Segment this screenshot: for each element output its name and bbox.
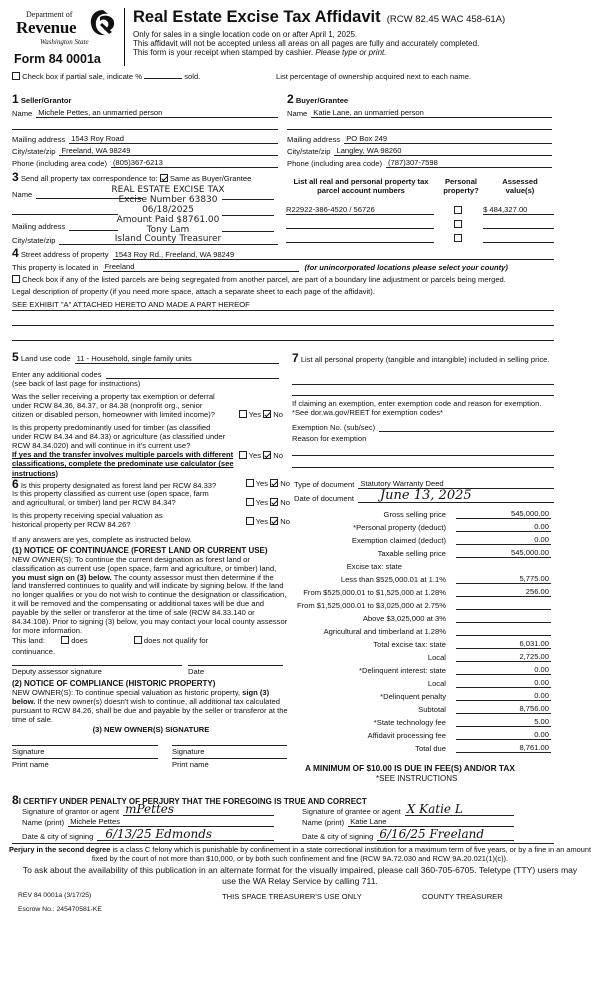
exemption-deduct-field[interactable]: 0.00 xyxy=(456,535,551,545)
notice-continuance-text: NEW OWNER(S): To continue the current designation as forest land or classification as current use (open space, farm and agriculture, or timber) land, you must sign on (3) below. The county assessor must then determine if the land transferred continues to qualify and will indicate by signing below. If the land no longer qualifies or you do not wish to continue the designation or classification, it will be removed and the compensating or additional taxes will be due and payable by the seller or transferor at the time of sale (RCW 84.33.140 or 84.34.108). Prior to signing (3) below, you may contact your local county assessor for more information. xyxy=(12,554,288,636)
calc-row-tier2: From $525,000.01 to $1,525,000 at 1.28% 256.00 xyxy=(303,586,549,597)
delinquent-penalty-field[interactable]: 0.00 xyxy=(456,691,551,701)
document-date-field[interactable]: June 13, 2025 xyxy=(358,489,554,503)
q2-no-checkbox[interactable] xyxy=(263,451,271,459)
calc-row-tier1: Less than $525,000.01 at 1.1% 5,775.00 xyxy=(340,573,549,584)
delinquent-interest-state-field[interactable]: 0.00 xyxy=(456,665,551,675)
assessed-value-field[interactable]: $ 484,327.00 xyxy=(483,205,554,215)
forest-question: Is this property designated as forest land per RCW 84.33? xyxy=(20,481,217,490)
header-divider xyxy=(124,8,125,66)
exemption-reason-field-2[interactable] xyxy=(292,456,554,468)
forest-yes-checkbox[interactable] xyxy=(246,479,254,487)
form-title: Real Estate Excise Tax Affidavit xyxy=(133,8,381,26)
grantor-signature-field[interactable]: mPettes xyxy=(123,803,274,816)
grantee-date-city-field[interactable]: 6/16/25 Freeland xyxy=(377,828,514,841)
q1-yes-checkbox[interactable] xyxy=(239,410,247,418)
land-use-section: 5 Land use code 11 - Household, single family units Enter any additional codes (see back of last page for instructions) Was the seller receiving a property tax exemption or deferral under RCW 84.36, 84.37, or 84.38 (nonprofit org., senior citizen or disabled person, homeowner with limited income)? Yes No Is this property predominantly used for timber (as classified under RCW 84.34 and 84.33) or agriculture (as classified under RCW 84.34.020) and will continue in it's current use? If yes and the transfer involves multiple parcels with different classifications, complete the predominate use calculator (see instructions) Yes No xyxy=(12,351,287,464)
seller-name-field-2[interactable] xyxy=(12,129,278,130)
calc-row-penalty: *Delinquent penalty 0.00 xyxy=(380,690,549,701)
rcw-reference: (RCW 82.45 WAC 458-61A) xyxy=(386,14,506,25)
buyer-name-field-2[interactable] xyxy=(287,129,552,130)
seller-name-field[interactable]: Michele Pettes, an unmarried person xyxy=(36,108,278,118)
current-use-yes-checkbox[interactable] xyxy=(246,498,254,506)
calc-row-agricultural: Agricultural and timberland at 1.28% xyxy=(246,623,556,636)
personal-property-checkbox[interactable] xyxy=(454,220,462,228)
calc-row-tech-fee: *State technology fee 5.00 xyxy=(373,716,549,727)
buyer-name-field[interactable]: Katie Lane, an unmarried person xyxy=(311,108,552,118)
correspondence-name-field-2[interactable] xyxy=(12,214,118,215)
seller-city-field[interactable]: Freeland, WA 98249 xyxy=(59,146,278,156)
revenue-swirl-icon xyxy=(88,8,118,38)
parcel-number-field[interactable]: R22922-386-4520 / 56726 xyxy=(286,205,434,215)
personal-property-checkbox[interactable] xyxy=(454,234,462,242)
calc-row-delinquent-state: *Delinquent interest: state 0.00 xyxy=(359,664,549,675)
gross-selling-price-field[interactable]: 545,000.00 xyxy=(456,509,551,519)
owner-signature-field-2[interactable]: Signature xyxy=(172,745,287,758)
processing-fee-field[interactable]: 0.00 xyxy=(456,730,551,740)
accessibility-notice: To ask about the availability of this publication in an alternate format for the visually impaired, please call 360-705-6705. Teletype (TTY) users may use the WA Relay Service by calling 711. xyxy=(22,865,578,886)
q2-yes-checkbox[interactable] xyxy=(239,451,247,459)
document-info: Type of document Statutory Warranty Deed Date of document June 13, 2025 xyxy=(294,477,554,503)
grantee-signature-block: Signature of grantee or agent X Katie L Name (print) Katie Lane Date & city of signing 6/16/25 Freeland xyxy=(302,804,514,841)
calc-row-excise-header: Excise tax: state xyxy=(346,561,402,571)
calc-row-processing-fee: Affidavit processing fee 0.00 xyxy=(367,729,549,740)
buyer-mailing-field[interactable]: PO Box 249 xyxy=(344,134,552,144)
assessor-signature-field[interactable]: Deputy assessor signature xyxy=(12,665,182,676)
local-tax-field[interactable]: 2,725.00 xyxy=(456,652,551,662)
subtotal-field[interactable]: 8,756.00 xyxy=(456,704,551,714)
parcel-col-header: List all real and personal property tax parcel account numbers xyxy=(293,177,429,196)
legal-description-field-3[interactable] xyxy=(12,326,554,341)
property-street-field[interactable]: 1543 Roy Rd., Freeland, WA 98249 xyxy=(113,250,554,260)
calc-row-tier4: Above $3,025,000 at 3% xyxy=(246,610,556,623)
grantor-print-name-field[interactable]: Michele Pettes xyxy=(68,817,274,827)
forest-no-checkbox[interactable] xyxy=(270,479,278,487)
personal-property-field[interactable] xyxy=(292,373,554,385)
certify-title: 8I CERTIFY UNDER PENALTY OF PERJURY THAT THE FOREGOING IS TRUE AND CORRECT xyxy=(12,793,367,807)
dept-line3: Washington State xyxy=(40,38,89,46)
owner-signature-field-1[interactable]: Signature xyxy=(12,745,158,758)
treasurer-space-label: THIS SPACE TREASURER'S USE ONLY xyxy=(222,892,362,901)
total-state-tax-field[interactable]: 6,031.00 xyxy=(456,639,551,649)
parcel-row xyxy=(286,229,554,243)
escrow-number: Escrow No.: 245470581-KE xyxy=(18,906,102,913)
calc-row-total-state: Total excise tax: state 6,031.00 xyxy=(373,638,549,649)
header-line1: Only for sales in a single location code on or after April 1, 2025. xyxy=(133,30,358,39)
assessed-value-field[interactable] xyxy=(483,235,554,243)
exemption-number-field[interactable] xyxy=(379,431,554,432)
parcel-row xyxy=(286,199,554,215)
legal-description-field[interactable]: SEE EXHIBIT "A" ATTACHED HERETO AND MADE A PART HEREOF xyxy=(12,298,554,311)
calc-row-exemption: Exemption claimed (deduct) 0.00 xyxy=(351,534,549,545)
tier1-tax-field[interactable]: 5,775.00 xyxy=(456,574,551,584)
grantee-signature-field[interactable]: X Katie L xyxy=(405,803,514,816)
calc-row-personal: *Personal property (deduct) 0.00 xyxy=(353,521,549,532)
agricultural-tax-field[interactable] xyxy=(456,635,551,636)
legal-description-field-2[interactable] xyxy=(12,311,554,326)
grantor-date-city-field[interactable]: 6/13/25 Edmonds xyxy=(97,828,274,841)
current-use-no-checkbox[interactable] xyxy=(270,498,278,506)
buyer-section: 2 Buyer/Grantee Name Katie Lane, an unmarried person Mailing address PO Box 249 City/state/zip Langley, WA 98260 Phone (including area code) (787)307-7598 xyxy=(287,92,552,168)
personal-property-field-2[interactable] xyxy=(292,385,554,396)
location-note: (for unincorporated locations please select your county) xyxy=(304,262,508,272)
parcel-table xyxy=(286,177,554,243)
current-use-question: Is this property classified as current use (open space, farm and agricultural, or timber) land per RCW 84.34? xyxy=(12,489,209,508)
certify-divider xyxy=(12,843,554,844)
header-line3: This form is your receipt when stamped by cashier. Please type or print. xyxy=(133,48,387,57)
exemption-question: Was the seller receiving a property tax exemption or deferral under RCW 84.36, 84.37, or 84.38 (nonprofit org., senior citizen or disabled person, homeowner with limited income)? xyxy=(12,392,216,420)
perjury-notice: Perjury in the second degree is a class C felony which is punishable by confinement in a state correctional institution for a maximum term of five years, or by a fine in an amount fixed by the court of not more than $10,000, or by both such confinement and fine (RCW 9A.72.030 and RCW 9A.20.021(1)(c)). xyxy=(8,845,592,864)
partial-sale-percent-field[interactable] xyxy=(144,71,182,79)
taxable-selling-price-field[interactable]: 545,000.00 xyxy=(456,548,551,558)
county-treasurer-label: COUNTY TREASURER xyxy=(422,892,503,901)
header-line2: This affidavit will not be accepted unless all areas on all pages are fully and accurately completed. xyxy=(133,39,480,48)
tier2-tax-field[interactable]: 256.00 xyxy=(456,587,551,597)
calc-row-local: Local 2,725.00 xyxy=(427,651,549,662)
owner-print-name-1[interactable]: Print name xyxy=(12,758,158,770)
personal-col-header: Personal property? xyxy=(443,177,479,196)
personal-property-section: 7 List all personal property (tangible and intangible) included in selling price. If claiming an exemption, enter exemption code and reason for exemption. *See dor.wa.gov/REET for exemption codes* Exemption No. (sub/sec) Reason for exemption xyxy=(292,351,554,468)
tier3-tax-field[interactable] xyxy=(456,609,551,610)
dor-logo xyxy=(14,8,124,54)
document-type-field[interactable]: Statutory Warranty Deed xyxy=(358,479,554,489)
notice-compliance-title: (2) NOTICE OF COMPLIANCE (HISTORIC PROPERTY) xyxy=(12,679,216,689)
notice-continuance-title: (1) NOTICE OF CONTINUANCE (FOREST LAND OR CURRENT USE) xyxy=(12,546,268,555)
parcel-number-field[interactable] xyxy=(286,221,434,229)
land-does-checkbox[interactable] xyxy=(61,636,69,644)
seller-phone-field[interactable]: (805)367-6213 xyxy=(111,158,278,168)
calc-row-taxable: Taxable selling price 545,000.00 xyxy=(377,547,549,558)
assessed-value-field[interactable] xyxy=(483,221,554,229)
land-use-code-field[interactable]: 11 - Household, single family units xyxy=(75,354,279,364)
grantor-signature-block: Signature of grantor or agent mPettes Name (print) Michele Pettes Date & city of signing 6/13/25 Edmonds xyxy=(22,804,274,841)
calc-row-gross: Gross selling price 545,000.00 xyxy=(383,508,549,519)
assessor-date-field[interactable]: Date xyxy=(188,665,283,676)
property-section: 4 Street address of property 1543 Roy Rd., Freeland, WA 98249 This property is located in Freeland (for unincorporated locations please select your county) Check box if any of the listed parcels are being segregated from another parcel, are part of a boundary line adjustment or parcels being merged. Legal description of property (if you need more space, attach a separate sheet to each page of the affidavit). SEE EXHIBIT "A" ATTACHED HERETO AND MADE A PART HEREOF xyxy=(12,247,554,341)
notice-compliance-text: NEW OWNER(S): To continue special valuation as historic property, sign (3) below. If the new owner(s) doesn't wish to continue, all additional tax calculated pursuant to RCW 84.26, shall be due and payable by the seller or transferor at the time of sale. xyxy=(12,687,288,724)
seller-mailing-field[interactable]: 1543 Roy Road xyxy=(69,134,278,144)
buyer-heading: Buyer/Grantee xyxy=(295,96,349,105)
same-as-buyer-checkbox[interactable] xyxy=(160,174,168,182)
calc-row-total-due: Total due 8,761.00 xyxy=(415,742,549,753)
property-location-field[interactable]: Freeland xyxy=(103,262,299,272)
partial-sale-checkbox[interactable] xyxy=(12,72,20,80)
total-due-field[interactable]: 8,761.00 xyxy=(456,743,551,753)
buyer-phone-field[interactable]: (787)307-7598 xyxy=(386,158,552,168)
q1-no-checkbox[interactable] xyxy=(263,410,271,418)
buyer-city-field[interactable]: Langley, WA 98260 xyxy=(334,146,552,156)
minimum-fee-note: A MINIMUM OF $10.00 IS DUE IN FEE(S) AND/OR TAX xyxy=(305,763,515,773)
assessed-col-header: Assessed value(s) xyxy=(502,177,538,196)
personal-property-checkbox[interactable] xyxy=(454,206,462,214)
revision-number: REV 84 0001a (3/17/25) xyxy=(18,892,92,899)
parcel-number-field[interactable] xyxy=(286,235,434,243)
excise-tax-stamp: REAL ESTATE EXCISE TAX Excise Number 63830 06/18/2025 Amount Paid $8761.00 Tony Lam Island County Treasurer xyxy=(111,185,225,245)
land-does-not-checkbox[interactable] xyxy=(134,636,142,644)
calc-row-tier3: From $1,525,000.01 to $3,025,000 at 2.75% xyxy=(246,597,556,610)
partial-sale-row: Check box if partial sale, indicate % sold. xyxy=(12,71,200,81)
seller-heading: Seller/Grantor xyxy=(20,96,72,105)
grantee-print-name-field[interactable]: Katie Lane xyxy=(348,817,514,827)
calc-row-delinquent-local: Local 0.00 xyxy=(427,677,549,688)
see-instructions: *SEE INSTRUCTIONS xyxy=(376,774,458,783)
seller-section: 1 Seller/Grantor Name Michele Pettes, an unmarried person Mailing address 1543 Roy Road City/state/zip Freeland, WA 98249 Phone (including area code) (805)367-6213 xyxy=(12,92,278,168)
personal-property-deduct-field[interactable]: 0.00 xyxy=(456,522,551,532)
calc-row-subtotal: Subtotal 8,756.00 xyxy=(418,703,549,714)
exemption-reason-field[interactable] xyxy=(292,444,554,456)
tax-calculation xyxy=(246,506,556,753)
segregated-checkbox[interactable] xyxy=(12,275,20,283)
ownership-note: List percentage of ownership acquired next to each name. xyxy=(276,72,472,81)
legal-description-label: Legal description of property (if you need more space, attach a separate sheet to each page of the affidavit). xyxy=(12,287,375,296)
correspondence-section: 3 Send all property tax correspondence to: Same as Buyer/Grantee Name Mailing address City/state/zip xyxy=(12,170,278,245)
page-title xyxy=(133,8,505,28)
historic-question: Is this property receiving special valuation as historical property per RCW 84.26? xyxy=(12,511,163,530)
forest-section: 6 Is this property designated as forest land per RCW 84.33? Yes No Is this property classified as current use (open space, farm and agricultural, or timber) land per RCW 84.34? Yes No Is this property receiving special valuation as historical property per RCW 84.26? Yes No If any answers are yes, complete as instructed below. (1) NOTICE OF CONTINUANCE (FOREST LAND OR CURRENT USE) NEW OWNER(S): To continue the current designation as forest land or classification as current use (open space, farm and agriculture, or timber) land, you must sign on (3) below. The county assessor must then determine if the land transferred continues to qualify and will indicate by signing below. If the land no longer qualifies or you do not wish to continue the designation or classification, it will be removed and the compensating or additional taxes will be due and payable by the seller or transferor at the time of sale (RCW 84.33.140 or 84.34.108). Prior to signing (3) below, you may contact your local county assessor for more information. This land: does does not qualify for continuance. Deputy assessor signature Date (2) NOTICE OF COMPLIANCE (HISTORIC PROPERTY) NEW OWNER(S): To continue special valuation as historic property, sign (3) below. If the new owner(s) doesn't wish to continue, all additional tax calculated pursuant to RCW 84.26, shall be due and payable by the seller or transferor at the time of sale. (3) NEW OWNER(S) SIGNATURE Signature Signature Print name Print name xyxy=(12,477,290,769)
tier4-tax-field[interactable] xyxy=(456,622,551,623)
parcel-row xyxy=(286,215,554,229)
dept-line2: Revenue xyxy=(16,18,77,37)
dept-line1: Department of xyxy=(26,10,73,19)
form-number: Form 84 0001a xyxy=(14,52,101,66)
new-owner-signature-title: (3) NEW OWNER(S) SIGNATURE xyxy=(92,724,210,734)
delinquent-interest-local-field[interactable]: 0.00 xyxy=(456,678,551,688)
owner-print-name-2[interactable]: Print name xyxy=(172,758,287,770)
timber-question: Is this property predominantly used for timber (as classified under RCW 84.34 and 84.33) or agriculture (as classified under RCW 84.34.020) and will continue in it's current use? xyxy=(12,423,226,451)
technology-fee-field[interactable]: 5.00 xyxy=(456,717,551,727)
